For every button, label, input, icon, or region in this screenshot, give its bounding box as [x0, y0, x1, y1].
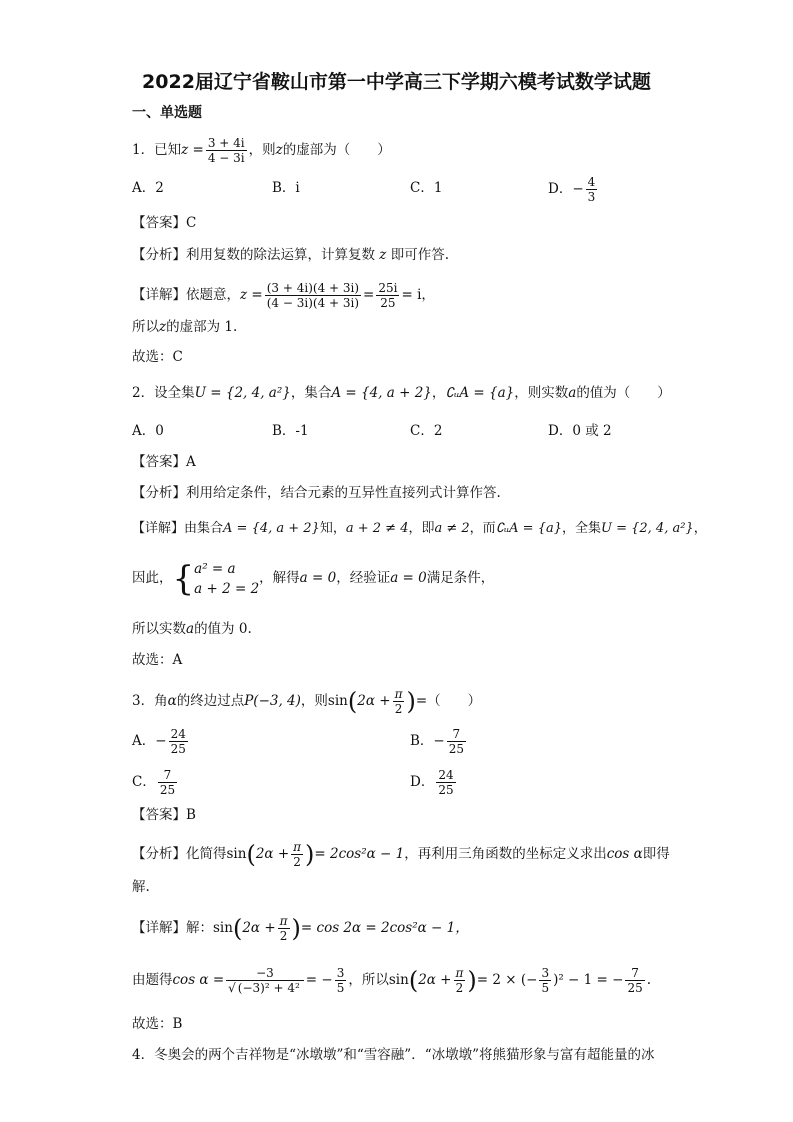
q3-option-d: D． $\frac{24}{25}$: [410, 768, 454, 797]
q3-analysis: 【分析】化简得sin(2α + $\frac{\pi}{2}$ )= 2cos²α − 1，再利用三角函数的坐标定义求出cos α即得: [132, 840, 670, 869]
q2-option-b: B．-1: [272, 423, 309, 439]
q3-choose: 故选：B: [132, 1016, 183, 1032]
q3-option-a: A．− $\frac{24}{25}$: [132, 727, 186, 756]
q3-detail-line2: 由题得cos α = $\frac{-3}{\text{√ (−3)² + 4²}}$ = − $\frac{3}{5}$ ，所以sin(2α + $\frac{\pi}{2}$ )= 2 × (− $\frac{3}{5}$ )² − 1 = − $\frac{7}{25}$ .: [132, 966, 652, 995]
q3-option-b: B．− $\frac{7}{25}$: [410, 727, 465, 756]
q1-option-b: B．i: [272, 180, 300, 196]
q3-option-c: C． $\frac{7}{25}$: [132, 768, 176, 797]
q2-option-c: C．2: [410, 423, 443, 439]
q2-conclusion: 所以实数a的值为 0.: [132, 621, 252, 637]
q1-option-a: A．2: [132, 180, 164, 196]
q1-option-d: D．− $\frac{4}{3}$: [548, 175, 596, 204]
q2-choose: 故选：A: [132, 652, 183, 668]
q2-analysis: 【分析】利用给定条件，结合元素的互异性直接列式计算作答.: [132, 485, 501, 501]
q1-conclusion: 所以z的虚部为 1.: [132, 319, 238, 335]
q3-analysis-cont: 解.: [132, 879, 150, 895]
q2-stem: 2．设全集U = {2, 4, a²}，集合A = {4, a + 2}，∁ᵤA = {a}，则实数a的值为（ ）: [132, 385, 671, 401]
q4-stem: 4．冬奥会的两个吉祥物是“冰墩墩”和“雪容融”．“冰墩墩”将熊猫形象与富有超能量的冰: [132, 1047, 655, 1063]
q1-detail: 【详解】依题意，z = $\frac{(3 + 4i)(4 + 3i)}{(4 - 3i)(4 + 3i)}$ = $\frac{25i}{25}$ = i，: [132, 281, 435, 310]
q1-choose: 故选：C: [132, 349, 183, 365]
q1-option-c: C．1: [410, 180, 443, 196]
q2-option-d: D．0 或 2: [548, 423, 612, 439]
q1-stem: 1．已知z = $\frac{3 + 4i}{4 - 3i}$ ，则z的虚部为（ ）: [132, 136, 391, 165]
q2-system: 因此，{a² = a a + 2 = 2，解得a = 0，经验证a = 0满足条件，: [132, 558, 495, 599]
q2-option-a: A．0: [132, 423, 164, 439]
section-heading: 一、单选题: [132, 105, 202, 121]
q2-detail: 【详解】由集合A = {4, a + 2}知，a + 2 ≠ 4，即a ≠ 2，而∁ᵤA = {a}，全集U = {2, 4, a²}，: [132, 521, 707, 536]
q1-analysis: 【分析】利用复数的除法运算，计算复数 z 即可作答.: [132, 247, 450, 263]
q3-detail: 【详解】解：sin(2α + $\frac{\pi}{2}$ )= cos 2α = 2cos²α − 1，: [132, 914, 469, 943]
q3-stem: 3．角α的终边过点P(−3, 4)，则sin(2α + $\frac{\pi}{2}$ )=（ ）: [132, 687, 482, 716]
page-title: 2022届辽宁省鞍山市第一中学高三下学期六模考试数学试题: [142, 71, 651, 93]
q3-answer: 【答案】B: [132, 807, 196, 823]
q1-answer: 【答案】C: [132, 215, 197, 231]
q2-answer: 【答案】A: [132, 454, 196, 470]
